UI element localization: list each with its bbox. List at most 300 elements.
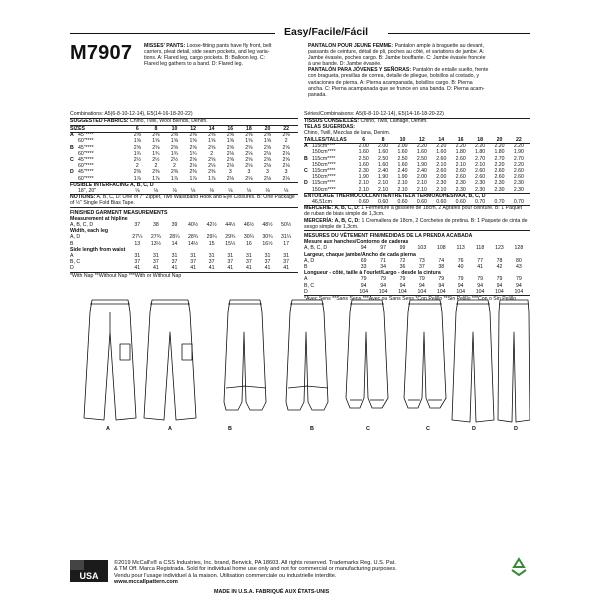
- table-cell: 2.10: [397, 180, 408, 187]
- table-cell: 104: [417, 288, 427, 295]
- notions-text: MERCERIE: A, B, C, D: 1 Fermeture à glissière de 18cm, 2 Agrafes pour ceinture. B: 1 Paquet de ruban de biais simple de 1,3cm.: [304, 205, 523, 218]
- table-cell: 1⅝: [189, 138, 197, 145]
- table-cell: 1¾: [152, 150, 160, 157]
- table-cell: 38: [438, 264, 445, 270]
- fabric-width: 60"****: [78, 150, 94, 157]
- view-label: A: [304, 276, 308, 283]
- table-cell: 94: [380, 282, 386, 289]
- usa-flag-logo: [70, 560, 108, 582]
- table-cell: ⅛: [228, 188, 233, 194]
- table-cell: 37: [264, 259, 271, 266]
- table-cell: 1.60: [358, 161, 369, 168]
- table-cell: 2: [173, 163, 176, 170]
- table-cell: 2⅜: [152, 169, 160, 176]
- table-cell: 2⅛: [226, 175, 234, 182]
- table-cell: 79: [496, 276, 503, 283]
- table-cell: 2⅝: [189, 157, 197, 163]
- description-en: [144, 43, 302, 67]
- header-rule-left: [70, 33, 275, 34]
- table-cell: 79: [438, 276, 445, 283]
- table-cell: 31: [208, 253, 215, 259]
- table-cell: 2.30: [455, 186, 466, 193]
- table-cell: 34: [380, 264, 386, 270]
- table-cell: 16: [457, 137, 464, 143]
- description-es-line: Pantalón de entalle suelto, frente: [412, 67, 489, 74]
- table-cell: 2⅜: [133, 132, 141, 139]
- table-cell: 2.60: [455, 168, 466, 174]
- table-cell: 10: [399, 137, 406, 143]
- table-cell: 37: [227, 259, 234, 266]
- table-cell: 2.10: [378, 180, 389, 187]
- fabric-width: 115cm****: [312, 168, 336, 174]
- website-link[interactable]: www.mccallpattern.com: [114, 579, 178, 586]
- description-fr-line: passants de ceinture, détail de pli, poches au côté, et variations de jambe. A:: [308, 49, 485, 56]
- table-cell: 1.60: [397, 161, 408, 168]
- table-cell: 31: [153, 253, 159, 259]
- table-cell: 2⅜: [170, 169, 179, 176]
- table-cell: 2⅛: [245, 175, 253, 182]
- table-cell: 2⅜: [133, 169, 141, 176]
- table-cell: 99: [399, 245, 406, 252]
- table-cell: 1⅝: [208, 138, 216, 145]
- table-cell: 94: [496, 282, 503, 289]
- view-b-back-drawing: [286, 300, 328, 410]
- fabric-width: 46,51cm: [312, 199, 332, 205]
- table-cell: 2.60: [513, 168, 524, 174]
- table-cell: 41: [477, 264, 483, 270]
- table-cell: 2.20: [494, 161, 505, 168]
- table-cell: 1.90: [416, 161, 427, 168]
- table-cell: 40: [457, 264, 464, 270]
- view-label: D: [472, 426, 476, 432]
- view-label: A: [70, 253, 74, 259]
- table-cell: 14: [171, 240, 178, 247]
- table-cell: 15½: [225, 240, 236, 247]
- table-cell: 6: [362, 137, 366, 143]
- view-label: B: [70, 240, 74, 247]
- table-cell: 79: [399, 276, 406, 283]
- sizes-header: SIZES: [70, 126, 85, 132]
- view-label: A: [168, 426, 172, 432]
- table-cell: 1.80: [475, 149, 486, 156]
- view-label: B: [304, 155, 308, 162]
- chart-english: [70, 111, 298, 279]
- table-cell: 1⅝: [152, 138, 160, 145]
- description-es-heading: PANTALÓN PARA JÓVENES Y SEÑORAS:: [308, 67, 412, 74]
- table-cell: 2⅝: [245, 144, 253, 151]
- table-cell: 37: [190, 259, 196, 266]
- view-label: A, B, C, D: [70, 222, 94, 228]
- table-cell: 30¼: [243, 234, 254, 241]
- view-label: A, D: [70, 234, 81, 241]
- copyright-line: ©2019 McCall's® a CSS Industries, Inc. brand, Berwick, PA 18603. All rights reserved. Trademarks Reg. U.S. Pat.: [114, 560, 396, 566]
- table-cell: 2.50: [358, 155, 369, 162]
- table-cell: 48½: [262, 222, 273, 228]
- copyright-block: [114, 560, 510, 586]
- view-c-front-drawing: [346, 300, 388, 408]
- table-cell: 2⅜: [208, 132, 216, 139]
- table-cell: 2.60: [494, 174, 505, 181]
- table-cell: 104: [378, 288, 388, 295]
- fabric-width: 115cm****: [312, 143, 336, 150]
- table-cell: 14: [208, 126, 215, 132]
- fabric-width: 45"****: [78, 157, 94, 163]
- table-cell: 104: [456, 288, 466, 295]
- fabric-width: 45"****: [78, 144, 94, 151]
- table-cell: 12: [190, 126, 196, 132]
- table-cell: 2: [210, 150, 214, 157]
- table-cell: 46½: [243, 222, 254, 228]
- table-cell: 36: [399, 264, 406, 270]
- hip-label: Mesure aux hanches/Contorno de caderas: [304, 239, 409, 246]
- description-en-line: tions. A: Flared leg, cargo pockets. B: Balloon leg. C:: [144, 55, 266, 62]
- view-label: C: [426, 426, 430, 432]
- table-cell: 2⅜: [208, 169, 216, 176]
- table-cell: 37: [208, 259, 215, 266]
- table-cell: 104: [514, 288, 524, 295]
- table-cell: 79: [477, 276, 483, 283]
- table-cell: 16: [227, 126, 234, 132]
- table-cell: 22: [283, 126, 289, 132]
- table-cell: 31: [190, 253, 196, 259]
- chart-french-spanish: [304, 111, 530, 302]
- table-cell: 2⅛: [263, 163, 272, 170]
- fabrics-fr-label: TISSUS CONSEILLÉS:: [304, 118, 360, 124]
- table-cell: 17: [283, 240, 289, 247]
- table-cell: 13½: [150, 240, 161, 247]
- fabric-width: 60"****: [78, 163, 94, 170]
- table-cell: ⅛: [209, 188, 214, 194]
- view-label: B: [310, 426, 314, 432]
- rule: [70, 207, 298, 208]
- fabrics-label: SUGGESTED FABRICS:: [70, 118, 129, 124]
- sizes-header: TAILLES/TALLAS: [304, 137, 347, 143]
- notions-text: NOTIONS: A, B, C, D: One of 7" Zipper, Two Waistband Hook and Eye Closures. B: One Package of ½" Single Fold Bias Tape.: [70, 194, 295, 207]
- fabric-width: 60"****: [78, 175, 94, 182]
- table-cell: 104: [436, 288, 446, 295]
- table-cell: 31: [134, 253, 141, 259]
- table-cell: 2⅜: [152, 132, 160, 139]
- view-d-back-drawing: [498, 300, 530, 422]
- table-cell: 0.60: [378, 199, 389, 205]
- table-cell: 2.10: [416, 180, 427, 187]
- view-label: D: [70, 265, 74, 272]
- table-cell: 42: [496, 264, 503, 270]
- table-cell: 2.60: [455, 155, 466, 162]
- table-cell: 2.30: [494, 186, 505, 193]
- view-a-back-drawing: [144, 300, 196, 420]
- table-cell: 16: [246, 240, 252, 247]
- table-cell: 2.40: [397, 168, 408, 174]
- description-fr-es: [308, 43, 530, 98]
- fabrics-fr-text: Chino, Twill, Lainage, Denim.: [360, 118, 428, 124]
- table-cell: 94: [399, 282, 406, 289]
- table-cell: 2.70: [475, 155, 486, 162]
- table-cell: 74: [438, 257, 445, 264]
- table-cell: 77: [477, 257, 483, 264]
- table-cell: 12: [418, 137, 425, 143]
- view-label: B, C: [70, 259, 81, 266]
- table-cell: 1⅞: [152, 175, 160, 182]
- table-cell: 20: [496, 137, 503, 143]
- table-cell: 31: [227, 253, 234, 259]
- table-cell: 2⅛: [282, 150, 290, 157]
- table-cell: 118: [475, 245, 485, 252]
- combinations: Séries/Combinaisons: A5(6-8-10-12-14), E5(14-16-18-20-22): [304, 111, 444, 117]
- description-es-line: con bragueta, presillas de correa, detalle de pliegue, bolsillos al costado, y: [308, 73, 480, 80]
- table-cell: 1.90: [378, 174, 389, 181]
- table-cell: 2.30: [513, 186, 524, 193]
- table-cell: 2.10: [475, 161, 486, 168]
- table-cell: 2.30: [358, 168, 369, 174]
- table-cell: 41: [171, 265, 178, 272]
- table-cell: 6: [135, 126, 139, 132]
- table-cell: 2.60: [475, 174, 486, 181]
- table-cell: 2⅝: [170, 144, 179, 151]
- table-cell: 1⅞: [133, 175, 141, 182]
- fabrics-es-text: Chino, Twill, Mezclas de lana, Denim.: [304, 130, 391, 136]
- table-cell: 27¼: [132, 234, 143, 241]
- table-cell: 2⅝: [282, 144, 290, 151]
- table-cell: 28¾: [188, 234, 199, 241]
- table-cell: 1⅞: [170, 175, 179, 182]
- table-cell: 2⅜: [282, 132, 290, 139]
- table-cell: 2.20: [513, 143, 524, 150]
- table-cell: 3: [266, 169, 269, 176]
- table-cell: 1¾: [133, 150, 141, 157]
- table-cell: 108: [436, 245, 446, 252]
- table-cell: 94: [360, 282, 367, 289]
- table-cell: 71: [380, 257, 386, 264]
- pattern-back-page: [70, 20, 530, 595]
- description-es-line: ancha. C: Pierna acampanada que se frunce en una banda. D: Pierna acam-: [308, 85, 485, 92]
- fabric-width: 150cm****: [312, 186, 336, 193]
- view-label: C: [304, 168, 308, 174]
- table-cell: 94: [457, 282, 464, 289]
- table-cell: 38: [153, 222, 159, 228]
- fabric-width: 150cm****: [312, 174, 336, 181]
- view-label: A, B, C, D: [304, 245, 328, 252]
- table-cell: 44½: [225, 222, 236, 228]
- view-a-front-drawing: [84, 300, 136, 420]
- table-cell: 13: [134, 240, 141, 247]
- table-cell: 41: [283, 265, 289, 272]
- fabrics-text: Chino, Twill, Wool Blends, Denim.: [129, 118, 208, 124]
- view-label: B: [304, 264, 308, 270]
- table-cell: 78: [496, 257, 503, 264]
- copyright-line: & TM Off. Marca Registrada. Sold for individual home use only and not for commercial or manufacturing purposes.: [114, 566, 397, 573]
- table-cell: 94: [515, 282, 522, 289]
- view-label: A: [106, 426, 110, 432]
- table-cell: 2⅛: [245, 150, 253, 157]
- table-cell: 1.80: [455, 149, 466, 156]
- table-cell: 128: [514, 245, 524, 252]
- table-cell: 41: [190, 265, 196, 272]
- table-cell: 2.00: [436, 174, 447, 181]
- view-label: B: [70, 144, 74, 151]
- table-cell: 2⅝: [263, 144, 272, 151]
- copyright-line: Vendu pour l'usage individuel à la maison. Utilisation commerciale ou industrielle interdite.: [114, 572, 337, 579]
- table-cell: 2.60: [455, 174, 466, 181]
- table-cell: 2.20: [455, 143, 466, 150]
- table-cell: 3: [247, 169, 251, 176]
- table-cell: 8: [154, 126, 158, 132]
- difficulty-title: Easy/Facile/Fácil: [284, 26, 369, 38]
- table-cell: 104: [495, 288, 504, 295]
- description-fr-heading: PANTALON POUR JEUNE FEMME:: [308, 43, 394, 49]
- table-cell: 1⅝: [245, 138, 253, 145]
- nap-note: *With Nap **Without Nap ***With or Without Nap: [70, 272, 182, 279]
- table-cell: 2⅜: [170, 132, 179, 139]
- table-cell: 2.20: [494, 143, 505, 150]
- table-cell: 1.90: [358, 174, 369, 181]
- table-cell: 94: [477, 282, 483, 289]
- table-cell: 1.60: [416, 149, 427, 156]
- table-cell: 1⅞: [208, 175, 216, 182]
- pattern-number: M7907: [70, 42, 133, 64]
- table-cell: 2.60: [475, 168, 486, 174]
- view-b-front-drawing: [224, 300, 266, 410]
- table-cell: 2.50: [378, 155, 389, 162]
- table-cell: 2⅜: [189, 132, 197, 139]
- fabric-width: 60"****: [78, 138, 94, 145]
- header-rule-right: [388, 33, 530, 34]
- table-cell: 2.20: [416, 143, 427, 150]
- width-label: Width, each leg: [70, 228, 108, 235]
- table-cell: 33: [360, 264, 367, 270]
- table-cell: 2.10: [358, 186, 369, 193]
- table-cell: 2.30: [455, 180, 466, 187]
- interfacing-label: ENTOILAGE THERMOCOLLANT/ENTRETELA TERMOADHESIVAA, B, C, D: [304, 192, 486, 199]
- description-en-line: Loose-fitting pants have fly front, belt: [186, 43, 272, 49]
- table-cell: 104: [475, 288, 485, 295]
- recycle-icon: [508, 556, 530, 578]
- table-cell: 80: [515, 257, 522, 264]
- table-cell: 0.60: [358, 199, 369, 205]
- table-cell: 1¾: [189, 150, 197, 157]
- table-cell: 0.60: [436, 199, 447, 205]
- table-cell: 2⅛: [226, 150, 234, 157]
- table-cell: 37: [153, 259, 159, 266]
- fabric-width: 115cm****: [312, 155, 336, 162]
- view-label: A: [70, 132, 74, 139]
- table-cell: 1⅝: [263, 138, 272, 145]
- table-cell: 1.90: [513, 149, 524, 156]
- table-cell: 2.20: [513, 161, 524, 168]
- table-cell: 37: [283, 259, 289, 266]
- description-fr-line: Jambe évasée, poches cargo. B: Jambe bouffante. C: Jambe évasée froncée: [308, 55, 486, 62]
- table-cell: 97: [380, 245, 386, 252]
- table-cell: 2.10: [455, 161, 466, 168]
- view-label: C: [366, 426, 370, 432]
- interfacing-label: FUSIBLE INTERFACING A, B, C, D: [70, 181, 154, 188]
- table-cell: 2.50: [397, 155, 408, 162]
- table-cell: 2⅝: [263, 157, 272, 163]
- description-es-line: panada.: [308, 91, 327, 98]
- table-cell: 31¼: [281, 234, 292, 241]
- table-cell: 28¼: [169, 234, 180, 241]
- table-cell: 42½: [206, 222, 217, 228]
- fabric-width: 18", 20": [78, 188, 97, 194]
- table-cell: 18: [246, 126, 252, 132]
- length-label: Side length from waist: [70, 246, 126, 253]
- table-cell: 103: [417, 245, 427, 252]
- table-cell: 18: [477, 137, 483, 143]
- table-cell: 41: [246, 265, 252, 272]
- width-label: Largeur, chaque jambe/Ancho de cada pierna: [304, 251, 416, 258]
- table-cell: 16½: [262, 240, 273, 247]
- table-cell: 2⅜: [245, 132, 253, 139]
- table-cell: 43: [515, 264, 522, 270]
- table-cell: 14: [438, 137, 445, 143]
- table-cell: 2: [135, 163, 139, 170]
- view-label: D: [304, 288, 308, 295]
- table-cell: 94: [418, 282, 425, 289]
- measurements-title: FINISHED GARMENT MEASUREMENTS: [70, 209, 168, 216]
- view-label: D: [304, 180, 308, 187]
- table-cell: 1.60: [378, 149, 389, 156]
- table-cell: 123: [495, 245, 504, 252]
- table-cell: 2⅛: [208, 163, 216, 170]
- table-cell: 41: [134, 265, 141, 272]
- table-cell: 2⅛: [263, 150, 272, 157]
- table-cell: 2: [284, 138, 288, 145]
- table-cell: 104: [398, 288, 407, 295]
- table-cell: 2.00: [358, 143, 369, 150]
- table-cell: 2½: [170, 157, 179, 163]
- table-cell: ⅛: [172, 188, 177, 194]
- table-cell: 0.70: [513, 199, 524, 205]
- description-en-line: Flared leg gathers to a band. D: Flared leg.: [144, 61, 243, 68]
- table-cell: 1.60: [358, 149, 369, 156]
- table-cell: 41: [264, 265, 271, 272]
- description-fr-line: à une bande. D: Jambe évasée.: [308, 61, 382, 68]
- table-cell: 1⅞: [189, 175, 197, 182]
- table-cell: 2⅛: [226, 163, 234, 170]
- table-cell: 79: [360, 276, 367, 283]
- table-cell: 2.30: [494, 180, 505, 187]
- table-cell: 2⅛: [189, 163, 197, 170]
- view-label: D: [514, 426, 518, 432]
- table-cell: 0.70: [494, 199, 505, 205]
- table-cell: 2⅝: [189, 144, 197, 151]
- table-cell: 1.60: [397, 149, 408, 156]
- table-cell: 2⅝: [152, 144, 160, 151]
- view-label: C: [70, 157, 74, 163]
- table-cell: 20: [264, 126, 271, 132]
- table-cell: 2.20: [475, 143, 486, 150]
- table-cell: 2½: [133, 157, 141, 163]
- table-cell: 2.30: [475, 180, 486, 187]
- table-cell: 2.10: [358, 180, 369, 187]
- table-cell: 10: [171, 126, 178, 132]
- table-cell: ⅛: [190, 188, 196, 194]
- table-cell: 14½: [188, 240, 199, 247]
- table-cell: 2: [154, 163, 158, 170]
- table-cell: 1⅝: [170, 138, 179, 145]
- table-cell: 2.10: [397, 186, 408, 193]
- table-cell: 2.70: [494, 155, 505, 162]
- table-cell: 1⅝: [133, 138, 141, 145]
- table-cell: 29¼: [206, 234, 217, 241]
- table-cell: 2⅝: [282, 157, 290, 163]
- table-cell: 37: [171, 259, 178, 266]
- table-cell: 2.60: [436, 155, 447, 162]
- view-label: B, C: [304, 282, 315, 289]
- table-cell: 15: [208, 240, 215, 247]
- pants-line-drawings: [70, 292, 530, 442]
- table-cell: 30¾: [262, 234, 273, 241]
